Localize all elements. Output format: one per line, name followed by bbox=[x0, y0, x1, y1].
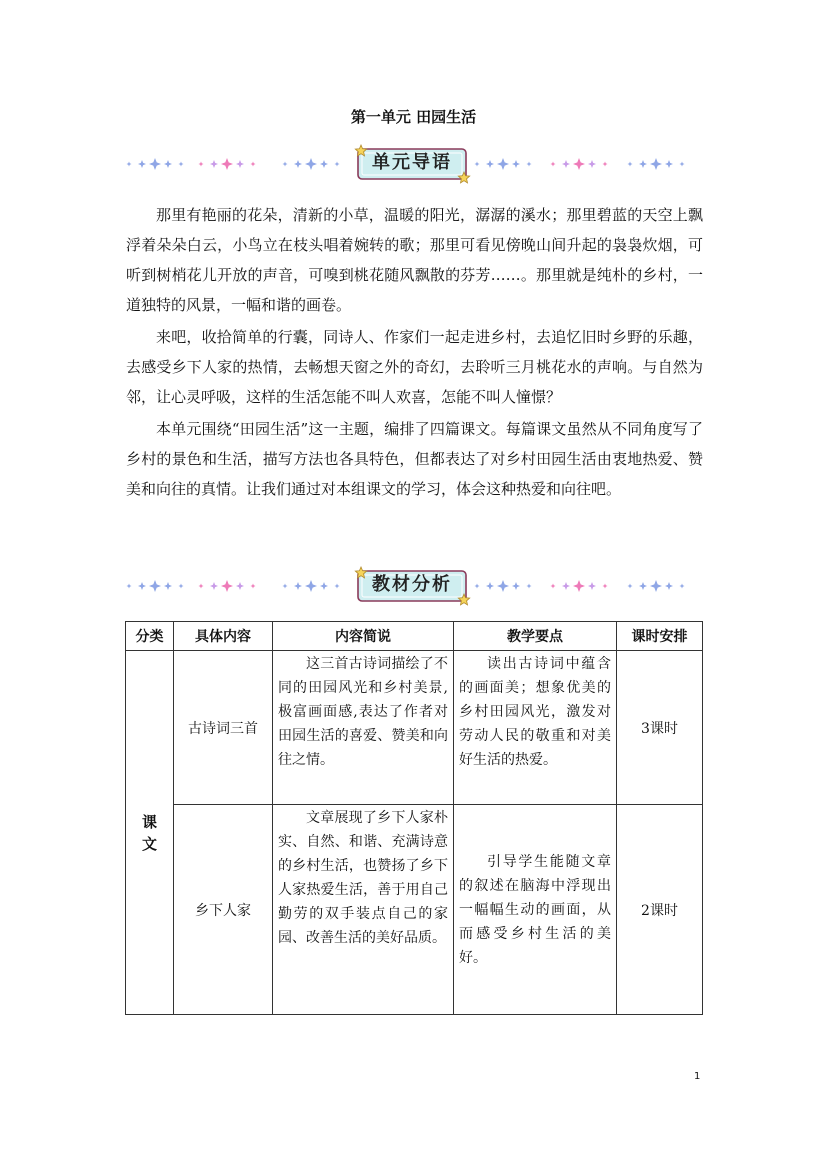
sparkle-icon bbox=[486, 160, 494, 168]
sparkle-icon bbox=[283, 162, 288, 167]
sparkle-icon bbox=[527, 584, 532, 589]
sparkle-icon bbox=[680, 162, 685, 167]
sparkle-icon bbox=[179, 584, 184, 589]
key-cell bbox=[454, 805, 617, 1015]
intro-banner bbox=[125, 144, 702, 184]
sparkle-icon bbox=[294, 160, 302, 168]
header-hours: 课时安排 bbox=[617, 622, 703, 651]
sparkle-icon bbox=[573, 158, 585, 170]
sparkle-icon bbox=[335, 584, 340, 589]
content-cell: 乡下人家 bbox=[174, 805, 273, 1015]
desc-text: 文章展现了乡下人家朴实、自然、和谐、充满诗意的乡村生活，也赞扬了乡下人家热爱生活，善于用自己勤劳的双手装点自己的家园、改善生活的美好品质。 bbox=[278, 810, 448, 946]
key-text: 引导学生能随文章的叙述在脑海中浮现出一幅幅生动的画面，从而感受乡村生活的美好。 bbox=[459, 853, 611, 966]
sparkle-icon bbox=[251, 162, 256, 167]
unit-title: 第一单元 田园生活 bbox=[350, 108, 477, 126]
sparkle-icon bbox=[149, 158, 161, 170]
header-key-points: 教学要点 bbox=[454, 622, 617, 651]
sparkle-icon bbox=[221, 158, 233, 170]
sparkle-icon bbox=[138, 582, 146, 590]
sparkle-icon bbox=[486, 582, 494, 590]
header-desc: 内容简说 bbox=[273, 622, 454, 651]
desc-cell bbox=[273, 805, 454, 1015]
sparkle-icon bbox=[335, 162, 340, 167]
intro-paragraph-1: 那里有艳丽的花朵，清新的小草，温暖的阳光，潺潺的溪水；那里碧蓝的天空上飘浮着朵朵白云，小鸟立在枝头唱着婉转的歌；那里可看见傍晚山间升起的袅袅炊烟，可听到树梢花儿开放的声音，可嗅到桃花随风飘散的芬芳……。那里就是纯朴的乡村，一道独特的风景，一幅和谐的画卷。 bbox=[126, 206, 703, 314]
sparkle-icon bbox=[199, 584, 204, 589]
sparkle-icon bbox=[639, 582, 647, 590]
category-cell bbox=[126, 651, 174, 1015]
sparkle-icon bbox=[527, 162, 532, 167]
sparkle-icon bbox=[680, 584, 685, 589]
sparkle-icon bbox=[551, 584, 556, 589]
sparkle-icon bbox=[320, 160, 328, 168]
sparkle-icon bbox=[127, 584, 132, 589]
sparkle-icon bbox=[588, 160, 596, 168]
sparkle-icon bbox=[665, 582, 673, 590]
sparkle-icon bbox=[164, 160, 172, 168]
content-cell: 古诗词三首 bbox=[174, 651, 273, 805]
header-content: 具体内容 bbox=[174, 622, 273, 651]
key-cell bbox=[454, 651, 617, 805]
sparkle-icon bbox=[588, 582, 596, 590]
analysis-banner-label: 教材分析 bbox=[372, 574, 452, 595]
sparkle-icon bbox=[639, 160, 647, 168]
sparkle-icon bbox=[628, 162, 633, 167]
intro-section bbox=[126, 200, 703, 506]
header-category: 分类 bbox=[126, 622, 174, 651]
sparkle-icon bbox=[236, 582, 244, 590]
analysis-table bbox=[125, 621, 703, 1015]
desc-cell bbox=[273, 651, 454, 805]
sparkle-icon bbox=[475, 162, 480, 167]
sparkle-icon bbox=[512, 160, 520, 168]
hours-cell: 2课时 bbox=[617, 805, 703, 1015]
sparkle-icon bbox=[164, 582, 172, 590]
sparkle-icon bbox=[127, 162, 132, 167]
sparkle-icon bbox=[199, 162, 204, 167]
sparkle-icon bbox=[562, 582, 570, 590]
sparkle-icon bbox=[221, 580, 233, 592]
sparkle-icon bbox=[650, 580, 662, 592]
sparkle-icon bbox=[665, 160, 673, 168]
table-row bbox=[126, 805, 703, 1015]
desc-text: 这三首古诗词描绘了不同的田园风光和乡村美景,极富画面感,表达了作者对田园生活的喜爱、赞美和向往之情。 bbox=[278, 656, 448, 768]
sparkle-icon bbox=[210, 582, 218, 590]
sparkle-icon bbox=[497, 580, 509, 592]
intro-banner-label: 单元导语 bbox=[372, 152, 452, 173]
sparkle-icon bbox=[320, 582, 328, 590]
sparkle-icon bbox=[149, 580, 161, 592]
sparkle-icon bbox=[294, 582, 302, 590]
sparkle-icon bbox=[236, 160, 244, 168]
key-text: 读出古诗词中蕴含的画面美；想象优美的乡村田园风光，激发对劳动人民的敬重和对美好生活的热爱。 bbox=[459, 656, 611, 768]
sparkle-icon bbox=[562, 160, 570, 168]
sparkle-icon bbox=[551, 162, 556, 167]
category-label: 课文 bbox=[141, 812, 157, 853]
sparkle-icon bbox=[628, 584, 633, 589]
intro-paragraph-3: 本单元围绕“田园生活”这一主题，编排了四篇课文。每篇课文虽然从不同角度写了乡村的景色和生活，描写方法也各具特色，但都表达了对乡村田园生活由衷地热爱、赞美和向往的真情。让我们通过对本组课文的学习，体会这种热爱和向往吧。 bbox=[126, 420, 703, 498]
page-number: 1 bbox=[694, 1071, 701, 1082]
sparkle-icon bbox=[475, 584, 480, 589]
sparkle-icon bbox=[305, 158, 317, 170]
hours-cell: 3课时 bbox=[617, 651, 703, 805]
sparkle-icon bbox=[497, 158, 509, 170]
analysis-banner bbox=[125, 566, 702, 606]
intro-paragraph-2: 来吧，收拾简单的行囊，同诗人、作家们一起走进乡村，去追忆旧时乡野的乐趣，去感受乡下人家的热情，去畅想天窗之外的奇幻，去聆听三月桃花水的声响。与自然为邻，让心灵呼吸，这样的生活怎能不叫人欢喜，怎能不叫人憧憬？ bbox=[126, 328, 703, 406]
sparkle-icon bbox=[603, 162, 608, 167]
sparkle-icon bbox=[650, 158, 662, 170]
table-header-row bbox=[126, 622, 703, 651]
sparkle-icon bbox=[283, 584, 288, 589]
sparkle-icon bbox=[603, 584, 608, 589]
sparkle-icon bbox=[210, 160, 218, 168]
sparkle-icon bbox=[179, 162, 184, 167]
sparkle-icon bbox=[138, 160, 146, 168]
sparkle-icon bbox=[305, 580, 317, 592]
sparkle-icon bbox=[512, 582, 520, 590]
table-row bbox=[126, 651, 703, 805]
sparkle-icon bbox=[573, 580, 585, 592]
sparkle-icon bbox=[251, 584, 256, 589]
